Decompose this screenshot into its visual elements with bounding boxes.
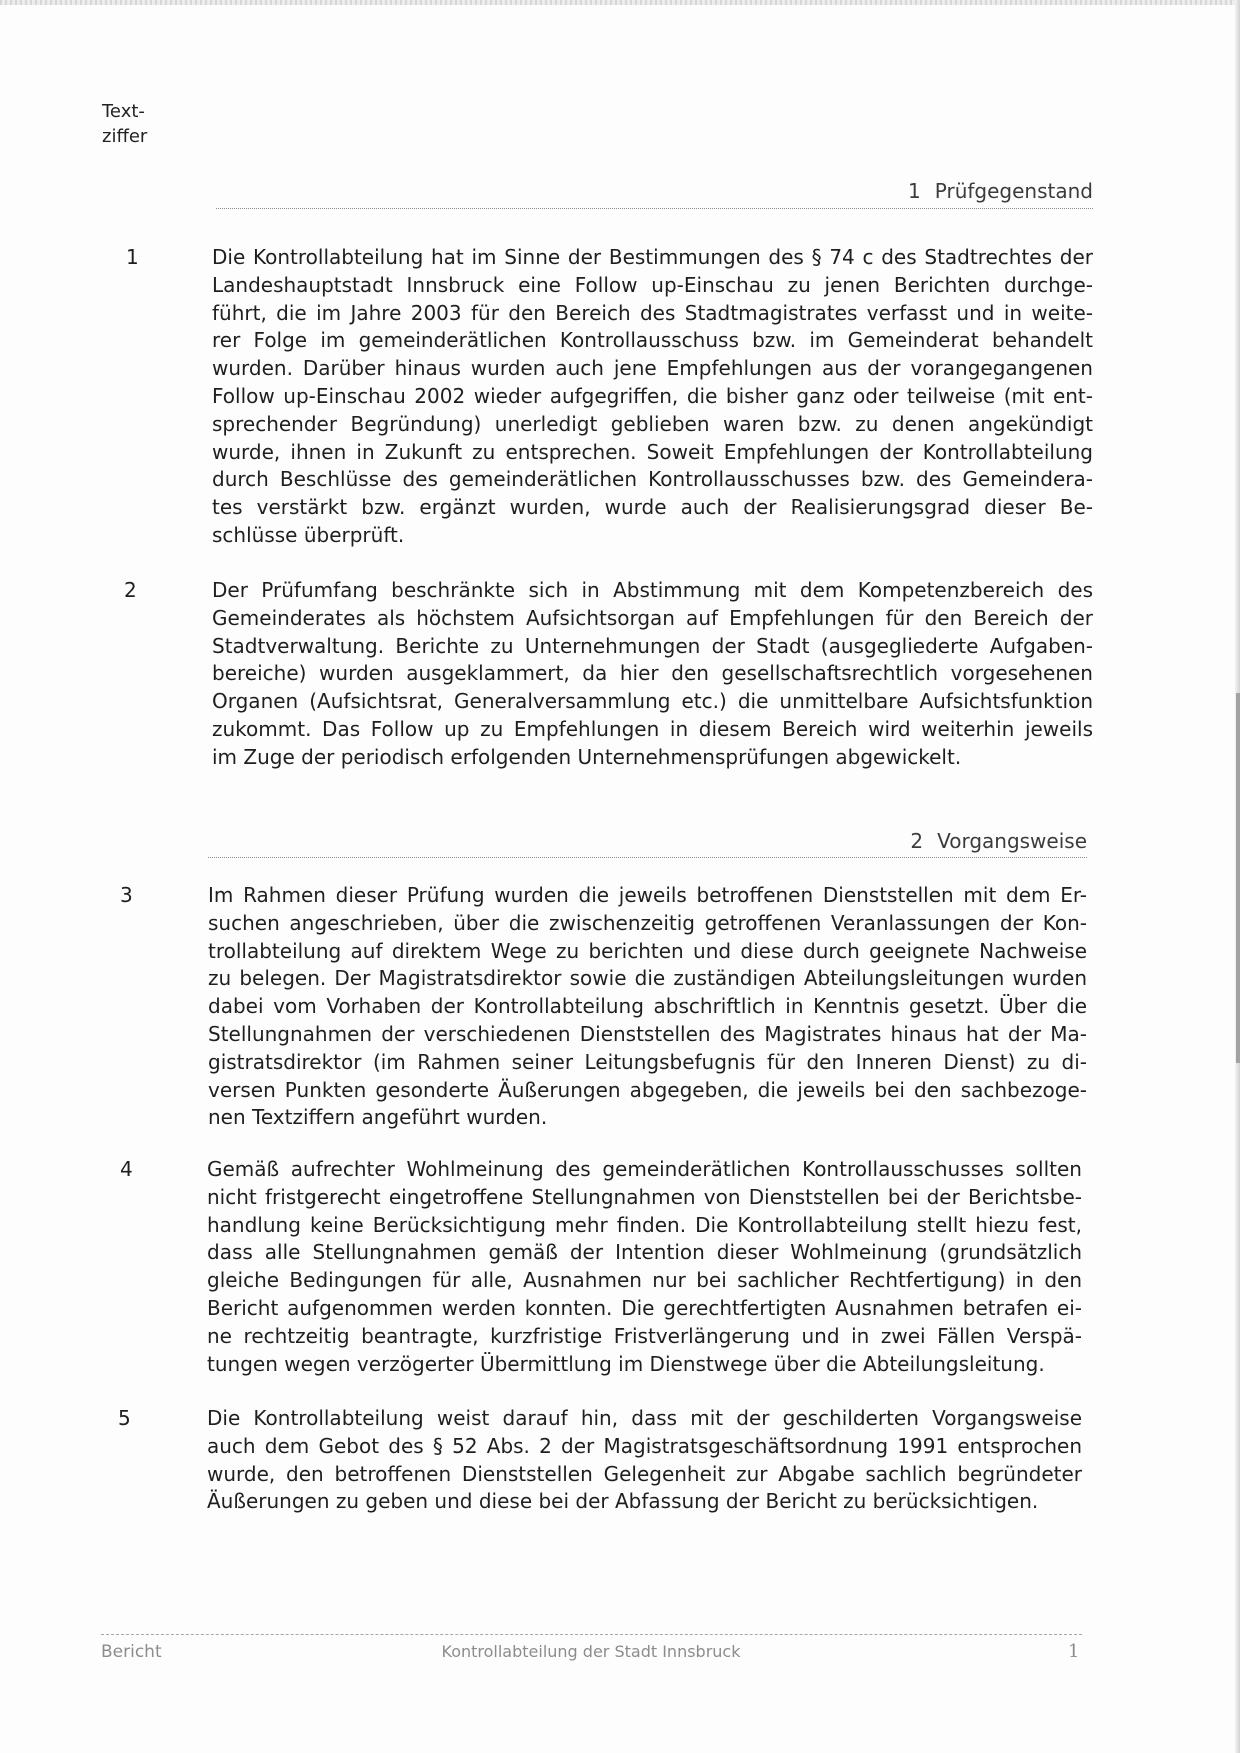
paragraph-line: gleiche Bedingungen für alle, Ausnahmen nur bei sachlicher Rechtfertigung) in den (207, 1268, 1082, 1293)
paragraph-line: versen Punkten gesonderte Äußerungen abgegeben, die jeweils bei den sachbezoge- (208, 1077, 1087, 1102)
margin-label-line: Text- (102, 101, 145, 122)
paragraph-line: zukommt. Das Follow up zu Empfehlungen in diesem Bereich wird weiterhin jeweils (212, 716, 1093, 741)
scan-edge-shadow (1236, 693, 1240, 1063)
scan-edge-top (0, 0, 1240, 5)
paragraph-line: Gemäß aufrechter Wohlmeinung des gemeinderätlichen Kontrollausschusses sollten (207, 1157, 1082, 1181)
paragraph-number: 3 (120, 883, 133, 907)
section-number: 1 (908, 179, 921, 203)
section-heading-1 (908, 177, 1093, 205)
paragraph-line: im Zuge der periodisch erfolgenden Unternehmensprüfungen abgewickelt. (212, 744, 962, 769)
paragraph-line: Die Kontrollabteilung hat im Sinne der Bestimmungen des § 74 c des Stadtrechtes der (212, 245, 1093, 269)
paragraph-number: 2 (124, 578, 137, 602)
paragraph-line: tes verstärkt bzw. ergänzt wurden, wurde auch der Realisierungsgrad dieser Be- (212, 495, 1093, 520)
paragraph-line: wurde, den betroffenen Dienststellen Gelegenheit zur Abgabe sachlich begründeter (207, 1461, 1082, 1486)
paragraph-line: Stellungnahmen der verschiedenen Dienststellen des Magistrates hinaus hat der Ma- (208, 1021, 1087, 1046)
paragraph-number: 4 (120, 1157, 133, 1181)
paragraph-2 (212, 577, 1093, 772)
paragraph-line: dabei vom Vorhaben der Kontrollabteilung abschriftlich in Kenntnis gesetzt. Über die (208, 994, 1087, 1019)
paragraph-line: Bericht aufgenommen werden konnten. Die gerechtfertigten Ausnahmen betrafen ei- (207, 1295, 1082, 1320)
margin-label-line: ziffer (102, 126, 148, 147)
paragraph-line: sprechender Begründung) unerledigt geblieben waren bzw. zu denen angekündigt (212, 411, 1093, 436)
footer-page-number: 1 (1068, 1641, 1080, 1662)
paragraph-line: nicht fristgerecht eingetroffene Stellungnahmen von Dienststellen bei der Berichtsbe- (207, 1184, 1082, 1209)
paragraph-line: zu belegen. Der Magistratsdirektor sowie die zuständigen Abteilungsleitungen wurden (208, 966, 1087, 991)
paragraph-number: 5 (118, 1406, 131, 1430)
paragraph-4 (207, 1156, 1082, 1378)
paragraph-line: bereiche) wurden ausgeklammert, da hier den gesellschaftsrechtlich vorgesehenen (212, 661, 1093, 686)
paragraph-line: schlüsse überprüft. (212, 522, 405, 547)
section-divider (216, 208, 1093, 209)
paragraph-line: wurden. Darüber hinaus wurden auch jene Empfehlungen aus der vorangegangenen (212, 356, 1093, 381)
paragraph-3 (208, 882, 1087, 1132)
paragraph-5 (207, 1405, 1082, 1516)
paragraph-line: ne rechtzeitig beantragte, kurzfristige Fristverlängerung und in zwei Fällen Verspä- (207, 1323, 1082, 1348)
footer-organization: Kontrollabteilung der Stadt Innsbruck (441, 1642, 741, 1661)
paragraph-line: auch dem Gebot des § 52 Abs. 2 der Magistratsgeschäftsordnung 1991 entsprochen (207, 1433, 1082, 1458)
paragraph-line: Die Kontrollabteilung weist darauf hin, dass mit der geschilderten Vorgangsweise (207, 1406, 1082, 1430)
paragraph-number: 1 (126, 245, 139, 269)
paragraph-line: tungen wegen verzögerter Übermittlung im Dienstwege über die Abteilungsleitung. (207, 1351, 1045, 1376)
paragraph-line: Der Prüfumfang beschränkte sich in Abstimmung mit dem Kompetenzbereich des (212, 578, 1093, 602)
paragraph-line: Äußerungen zu geben und diese bei der Abfassung der Bericht zu berücksichtigen. (207, 1489, 1039, 1514)
paragraph-line: Stadtverwaltung. Berichte zu Unternehmungen der Stadt (ausgegliederte Aufgaben- (212, 633, 1093, 658)
paragraph-line: Im Rahmen dieser Prüfung wurden die jeweils betroffenen Dienststellen mit dem Er- (208, 883, 1087, 907)
paragraph-line: wurde, ihnen in Zukunft zu entsprechen. Soweit Empfehlungen der Kontrollabteilung (212, 439, 1093, 464)
paragraph-line: Follow up-Einschau 2002 wieder aufgegriffen, die bisher ganz oder teilweise (mit ent- (212, 383, 1093, 408)
paragraph-line: durch Beschlüsse des gemeinderätlichen Kontrollausschusses bzw. des Gemeindera- (212, 467, 1093, 492)
paragraph-line: rer Folge im gemeinderätlichen Kontrollausschuss bzw. im Gemeinderat behandelt (212, 328, 1093, 353)
paragraph-line: suchen angeschrieben, über die zwischenzeitig getroffenen Veranlassungen der Kon- (208, 910, 1087, 935)
section-title: Prüfgegenstand (934, 179, 1093, 203)
paragraph-1 (212, 244, 1093, 550)
paragraph-line: führt, die im Jahre 2003 für den Bereich des Stadtmagistrates verfasst und in weite- (212, 300, 1093, 325)
paragraph-line: handlung keine Berücksichtigung mehr finden. Die Kontrollabteilung stellt hiezu fest, (207, 1212, 1082, 1237)
section-number: 2 (910, 829, 924, 853)
paragraph-line: gistratsdirektor (im Rahmen seiner Leitungsbefugnis für den Inneren Dienst) zu di- (208, 1049, 1087, 1074)
paragraph-line: dass alle Stellungnahmen gemäß der Intention dieser Wohlmeinung (grundsätzlich (207, 1240, 1082, 1265)
paragraph-line: nen Textziffern angeführt wurden. (208, 1105, 548, 1130)
section-heading-2 (910, 827, 1087, 855)
paragraph-line: Landeshauptstadt Innsbruck eine Follow up-Einschau zu jenen Berichten durchge- (212, 272, 1093, 297)
paragraph-line: Gemeinderates als höchstem Aufsichtsorgan auf Empfehlungen für den Bereich der (212, 605, 1093, 630)
paragraph-line: Organen (Aufsichtsrat, Generalversammlung etc.) die unmittelbare Aufsichtsfunktion (212, 689, 1093, 714)
footer-divider (101, 1634, 1082, 1635)
section-divider (208, 857, 1087, 858)
margin-label (102, 99, 147, 149)
paragraph-line: trollabteilung auf direktem Wege zu berichten und diese durch geeignete Nachweise (208, 938, 1087, 963)
footer-document-type: Bericht (101, 1642, 162, 1662)
section-title: Vorgangsweise (937, 829, 1087, 853)
